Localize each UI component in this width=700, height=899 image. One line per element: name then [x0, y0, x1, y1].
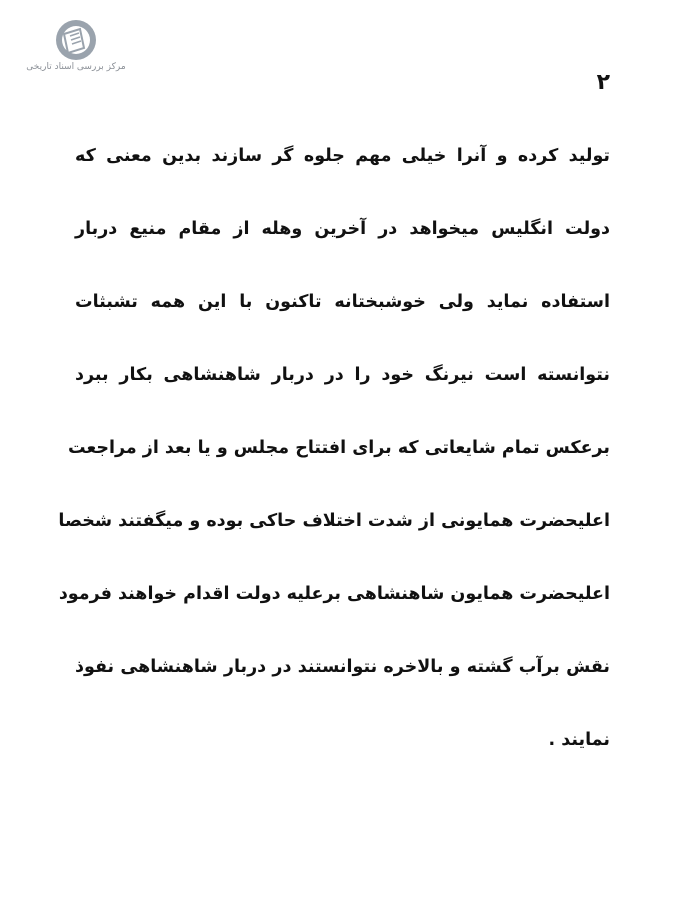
text-line: تولید کرده و آنرا خیلی مهم جلوه گر سازند بدین معنی که — [75, 146, 610, 166]
archive-logo — [20, 18, 132, 80]
text-line: استفاده نماید ولی خوشبختانه تاکنون با این همه تشبثات — [75, 292, 610, 312]
text-line: اعلیحضرت همایون شاهنشاهی برعلیه دولت اقدام خواهند فرمود — [58, 584, 610, 604]
archive-document-logo-icon — [50, 18, 102, 62]
page-number: ۲ — [596, 70, 610, 95]
text-line: نمایند . — [548, 730, 610, 750]
text-line: دولت انگلیس میخواهد در آخرین وهله از مقام منیع دربار — [75, 219, 610, 239]
logo-caption: مرکز بررسی اسناد تاریخی — [26, 62, 126, 72]
text-line: نقش برآب گشته و بالاخره نتوانستند در دربار شاهنشاهی نفوذ — [75, 657, 610, 677]
text-line: نتوانسته است نیرنگ خود را در دربار شاهنشاهی بکار ببرد — [75, 365, 610, 385]
text-line: اعلیحضرت همایونی از شدت اختلاف حاکی بوده و میگفتند شخصا — [58, 511, 610, 531]
text-line: برعکس تمام شایعاتی که برای افتتاح مجلس و یا بعد از مراجعت — [67, 438, 610, 458]
document-body — [58, 128, 610, 785]
